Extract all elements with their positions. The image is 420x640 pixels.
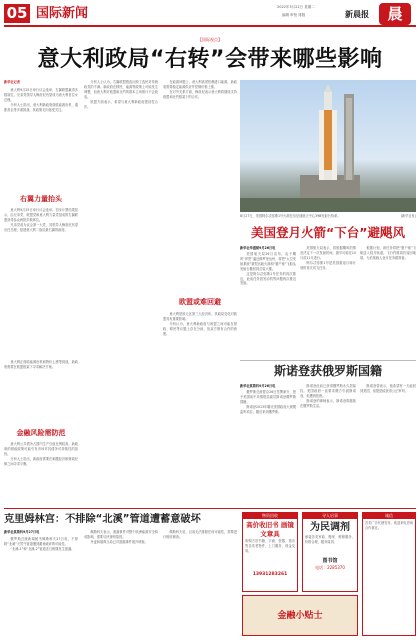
moon-col2 — [300, 246, 356, 356]
sweden-c2-p2: 斯诺登的律师表示，斯诺登将继续在俄罗斯生活。 — [300, 398, 356, 408]
moon-byline: 新华社华盛顿9月26日电 — [240, 246, 276, 250]
ad4-label: 金融小贴士 — [277, 611, 323, 621]
bottom-byline: 新华社莫斯科9月27日电 — [4, 530, 40, 534]
lead-byline: 新华社记者 — [4, 80, 20, 84]
moon-col3 — [360, 246, 416, 356]
lead-col3b-p2: 分析认为，意大利新政府与欧盟之间可能在财政、移民等议题上存在分歧，但双方都有合作的意愿。 — [163, 321, 237, 336]
photo-credit: (新华社发) — [400, 214, 416, 218]
rocket-photo — [240, 80, 416, 212]
lead-col1c-p1: 意大利正面临能源危机和物价上涨等挑战，新政府需要在欧盟框架下寻求解决方案。 — [4, 360, 78, 369]
sweden-c2-p1: 斯诺登此前已获得俄罗斯永久居留权。美国政府一直要求俄方引渡斯诺登，但遭到拒绝。 — [300, 384, 356, 398]
lead-col2-p2: 欧盟方面表示，希望与意大利新政府建设性合作。 — [84, 99, 158, 109]
bottom-col3 — [163, 530, 237, 637]
lead-col1-p1: 意大利9月25日举行议会选举，右翼联盟赢得多数席位。兄弟党领导人梅洛尼有望成为意大利首位女总理。 — [4, 88, 78, 102]
moon-c2-p1: 美国航天局表示，将根据飓风的情况决定下一次发射时间，最早可能在10月或11月进行。 — [300, 246, 356, 260]
bottom-c1-p1: 俄罗斯总统新闻秘书佩斯科夫27日说，不排除“北溪”天然气管道遭到蓄意破坏的可能性。 — [4, 537, 78, 546]
ad1-body: 收购古旧书籍、字画、瓷器、钱币等各类老物件，上门服务，现金交易。 — [245, 539, 295, 553]
moon-headline: 美国登月火箭“下台”避飓风 — [251, 225, 405, 240]
opinion-body — [4, 442, 78, 504]
lead-col3b — [163, 312, 237, 505]
ad2-title: 为民调剂 — [310, 522, 350, 533]
ad-box-3[interactable] — [362, 512, 416, 636]
lead-col2-p1: 分析人士认为，右翼联盟胜选反映了选民对传统政党的不满。新政府在移民、能源等政策上可能发生调整，但意大利对欧盟和北约的基本立场预计不会改变。 — [84, 80, 158, 99]
lead-col1-p2: 分析人士指出，意大利新政府面临能源危机、通胀高企等多重挑战，其政策走向备受关注。 — [4, 102, 78, 112]
lead-sub1: 右翼力量抬头 — [20, 195, 62, 203]
ad3-header: 诚信 — [363, 513, 415, 519]
ad4-box — [242, 595, 358, 636]
ad1-phone: 13931283261 — [252, 572, 288, 577]
lead-col1c — [4, 360, 78, 424]
lead-col1b-p2: 兄弟党成为议会第一大党，其领导人梅洛尼有望出任总理，组建意大利二战后最右翼的政府。 — [4, 222, 78, 232]
moon-c1-p1: 美国航天局26日宣布，由于飓风“伊恩”逼近佛罗里达州，将把“太空发射系统”重型运载火箭和“猎户座”飞船从发射台撤回到总装大楼。 — [240, 252, 296, 271]
lead-sub3: 欧盟或难回避 — [179, 298, 221, 306]
lead-col2 — [84, 80, 158, 505]
bottom-col2 — [84, 530, 158, 637]
ad1-title: 高价收旧书 画镜文章具 — [246, 521, 294, 538]
ad2-body: 承接各类家政、搬家、维修服务，价格合理，服务周到。 — [305, 535, 355, 544]
sweden-c1-p1: 俄罗斯总统普京26日签署命令，授予美国前中央情报局雇员斯诺登俄罗斯国籍。 — [240, 390, 296, 404]
paper-name: 新晨报 — [345, 10, 369, 19]
bottom-rule — [4, 508, 416, 509]
ad1-header: 物资回收 — [243, 513, 297, 519]
lead-col1b — [4, 208, 78, 356]
tag-top: 【国际视点】 — [198, 37, 222, 42]
moon-c2-p2: 阿尔忒弥斯1号是美国重返月球计划的首次试飞任务。 — [300, 260, 356, 270]
sweden-c3-p1: 斯诺登曾表示，他希望有一天能回到美国，前提是能获得公正审判。 — [360, 384, 416, 393]
lead-col3-p1: 在能源问题上，意大利高度依赖进口能源，新政府需要稳定能源供应并控制价格上涨。 — [163, 80, 237, 89]
paper-seal-text: 晨 — [387, 5, 403, 23]
sweden-byline: 新华社莫斯科9月26日电 — [240, 384, 276, 388]
sweden-col2 — [300, 384, 356, 504]
sweden-c1-p2: 斯诺登2013年曝光美国政府大规模监听项目，随后来到俄罗斯。 — [240, 404, 296, 414]
moon-c1-p2: 这是阿尔忒弥斯1号任务的再次推迟，此前任务因发动机等问题两次推迟发射。 — [240, 271, 296, 286]
bottom-c2-p2: 丹麦和瑞典当局已对泄漏事件展开调查。 — [90, 539, 148, 544]
ad-box-2[interactable] — [302, 512, 358, 592]
ad2-header: 寻人启事 — [303, 513, 357, 519]
masthead-rule — [4, 25, 416, 27]
bottom-col1 — [4, 537, 78, 637]
bottom-c3-p1: 佩斯科夫说，目前无法排除任何可能性，需要进行彻底调查。 — [163, 530, 237, 539]
lead-col3 — [163, 80, 237, 250]
ad2-phone: 电话：2285370 — [315, 565, 345, 570]
paper-seal — [379, 3, 411, 25]
lead-col1b-p1: 意大利9月25日举行议会选举。初步计票结果显示，由兄弟党、联盟党和意大利力量党组成的右翼联盟获得参众两院多数席位。 — [4, 208, 78, 222]
bottom-headline: 克里姆林宫：不排除“北溪”管道遭蓄意破坏 — [4, 514, 201, 525]
lead-col3-p2: 在对外关系方面，梅洛尼表示意大利将继续支持欧盟和北约框架下的合作。 — [163, 89, 237, 99]
rocket-drawing — [240, 80, 416, 212]
editor-line: 编辑 审校 排版 — [282, 13, 306, 17]
sweden-headline: 斯诺登获俄罗斯国籍 — [273, 364, 382, 378]
opinion-sub: 金融风险需防范 — [16, 429, 66, 437]
sweden-col3 — [360, 384, 416, 504]
opinion-p2: 分析人士指出，新政府需要在刺激经济和财政纪律之间寻求平衡。 — [4, 456, 78, 466]
lead-col3b-p1: 意大利是欧元区第三大经济体，其政局变化对欧盟具有重要影响。 — [163, 312, 237, 321]
ad2-sub: 图书馆 — [322, 558, 338, 564]
lead-col1 — [4, 88, 78, 190]
bottom-c2-p1: 佩斯科夫表示，泄漏事件对整个欧洲能源安全构成影响，需要尽快查明原因。 — [84, 530, 158, 539]
section-title: 国际新闻 — [36, 6, 89, 21]
headline-main: 意大利政局“右转”会带来哪些影响 — [37, 47, 383, 72]
date-line: 2022年3月22日 星期二 — [277, 5, 315, 9]
sweden-rule — [240, 360, 416, 361]
moon-c3-p1: 根据计划，该任务将把“猎户座”飞船送入绕月轨道，飞行约数周后返回地球，为后续载人登月任务做准备。 — [360, 246, 416, 260]
opinion-p1: 意大利公共债务占国内生产总值比例较高，新政府的财政政策可能引发市场对其债务可持续性的担忧。 — [4, 442, 78, 456]
ad-box-1[interactable] — [242, 512, 298, 592]
bottom-c1-p2: “北溪-1”和“北溪-2”管道近日相继发生泄漏。 — [10, 546, 75, 551]
page-number: 05 — [6, 4, 28, 22]
ad3-body: 各类广告代理发布，欢迎来电咨询合作事宜。 — [365, 521, 413, 530]
moon-col1 — [240, 252, 296, 356]
photo-caption: 8月27日，美国阿尔忒弥斯1号火箭在肯尼迪航天中心39B发射台待命。 — [240, 214, 341, 218]
sweden-col1 — [240, 390, 296, 504]
